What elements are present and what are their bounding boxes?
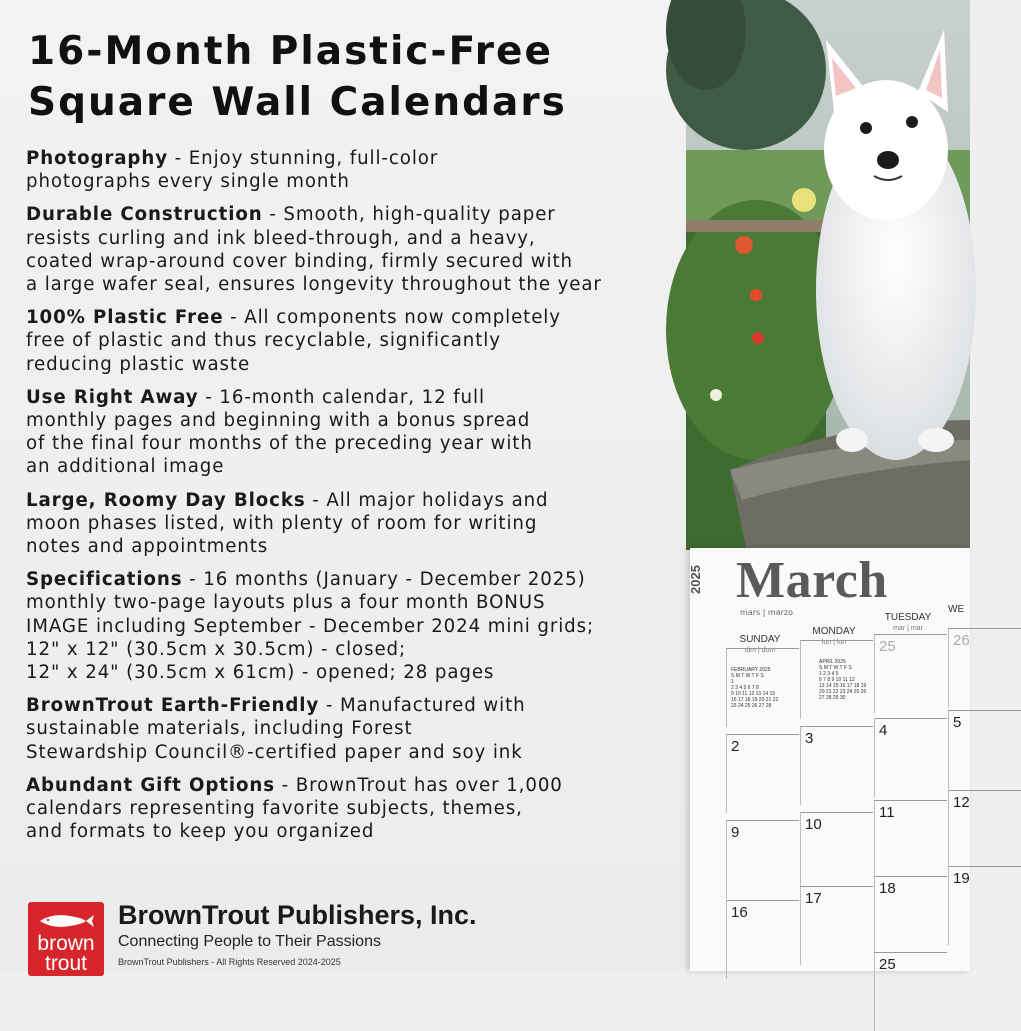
browntrout-logo	[28, 902, 104, 976]
feature-label: BrownTrout Earth-Friendly	[26, 695, 320, 717]
day-number: 18	[879, 880, 896, 897]
title-line-2: Square Wall Calendars	[28, 80, 567, 125]
day-cell	[874, 952, 947, 1031]
day-cell	[726, 648, 799, 727]
feature-label: Photography	[26, 148, 168, 169]
feature-line: notes and appointments	[26, 536, 269, 558]
feature-line: monthly pages and beginning with a bonus spread	[26, 410, 531, 432]
feature-line: 12" x 24" (30.5cm x 61cm) - opened; 28 pages	[26, 662, 495, 684]
feature-label: Durable Construction	[26, 204, 263, 226]
calendar-year: 2025	[688, 565, 703, 594]
day-number: 11	[879, 804, 895, 821]
day-cell	[948, 866, 1021, 945]
title-line-1: 16-Month Plastic-Free	[28, 29, 553, 74]
feature-label: Use Right Away	[26, 386, 199, 408]
day-cell	[874, 718, 947, 797]
feature-line: monthly two-page layouts plus a four month BONUS	[26, 592, 546, 614]
day-number: 3	[805, 730, 814, 747]
feature-line: of the final four months of the preceding year with	[26, 433, 533, 455]
feature-item	[26, 147, 678, 193]
weekday-sunday: SUNDAY dim | dom	[739, 634, 781, 654]
day-number: 12	[953, 794, 970, 811]
mini-calendar-april: APRIL 2025 S M T W T F S 1 2 3 4 5 6 7 8 9 10 11 12 13 14 15 16 17 18 19 20 21 22 23 24 25 26 27 28 29 30	[819, 659, 867, 701]
feature-line: reducing plastic waste	[26, 353, 251, 375]
feature-label: Large, Roomy Day Blocks	[26, 489, 306, 511]
weekday-wednesday: WE	[948, 604, 965, 615]
day-cell	[800, 640, 873, 719]
feature-item	[26, 774, 678, 844]
white-dog-image	[686, 0, 970, 548]
feature-line: Specifications - 16 months (January - December 2025)	[26, 569, 586, 591]
feature-line: Stewardship Council®-certified paper and soy ink	[26, 741, 523, 763]
day-number: 17	[805, 890, 822, 907]
day-number: 26	[953, 632, 970, 649]
day-number: 5	[953, 714, 962, 731]
feature-item	[26, 203, 678, 296]
feature-line: 12" x 12" (30.5cm x 30.5cm) - closed;	[26, 638, 407, 660]
publisher-rights: BrownTrout Publishers - All Rights Reserved 2024-2025	[118, 957, 341, 967]
feature-line: resists curling and ink bleed-through, and a heavy,	[26, 227, 536, 249]
feature-line: 100% Plastic Free - All components now completely	[26, 307, 561, 329]
day-cell	[948, 628, 1021, 707]
day-cell	[800, 812, 873, 891]
day-cell	[874, 634, 947, 713]
feature-line: sustainable materials, including Forest	[26, 718, 413, 740]
feature-item	[26, 568, 678, 684]
day-cell	[874, 876, 947, 955]
day-number: 4	[879, 722, 888, 739]
feature-line: moon phases listed, with plenty of room for writing	[26, 512, 538, 534]
calendar-month: March	[736, 552, 888, 609]
day-cell	[874, 800, 947, 879]
feature-label: 100% Plastic Free	[26, 307, 224, 329]
day-number: 25	[879, 956, 896, 973]
day-cell	[800, 726, 873, 805]
calendar-page-preview	[690, 548, 970, 971]
day-cell	[726, 820, 799, 899]
day-cell	[948, 710, 1021, 789]
mini-calendar-february: FEBRUARY 2025 S M T W T F S 1 2 3 4 5 6 7 8 9 10 11 12 13 14 15 16 17 18 19 20 21 22 23 24 25 26 27 28	[731, 667, 779, 709]
feature-line: Durable Construction - Smooth, high-quality paper	[26, 204, 556, 226]
weekday-monday: MONDAY lun | lun	[812, 626, 856, 646]
feature-line: Large, Roomy Day Blocks - All major holidays and	[26, 489, 549, 511]
feature-item	[26, 694, 678, 764]
feature-item	[26, 489, 678, 559]
feature-item	[26, 386, 678, 479]
feature-list	[26, 147, 678, 853]
day-cell	[800, 886, 873, 965]
feature-label: Abundant Gift Options	[26, 774, 275, 796]
feature-label: Specifications	[26, 569, 183, 591]
day-number: 16	[731, 904, 748, 921]
day-number: 9	[731, 824, 740, 841]
publisher-name: BrownTrout Publishers, Inc.	[118, 900, 477, 930]
logo-text-brown: brown	[37, 932, 95, 955]
day-number: 19	[953, 870, 970, 887]
trout-fish-icon	[38, 912, 94, 930]
dog-photo	[686, 0, 970, 548]
feature-line: and formats to keep you organized	[26, 821, 375, 843]
day-number: 10	[805, 816, 822, 833]
feature-line: BrownTrout Earth-Friendly - Manufactured with	[26, 695, 526, 717]
logo-text-trout: trout	[44, 952, 88, 975]
feature-line: free of plastic and thus recyclable, significantly	[26, 330, 501, 352]
publisher-tagline: Connecting People to Their Passions	[118, 933, 381, 950]
feature-line: a large wafer seal, ensures longevity throughout the year	[26, 274, 602, 296]
feature-line: Abundant Gift Options - BrownTrout has over 1,000	[26, 774, 563, 796]
calendar-month-translation: mars | marzo	[740, 608, 794, 617]
day-cell	[726, 900, 799, 979]
feature-line: calendars representing favorite subjects, themes,	[26, 798, 523, 820]
weekday-tuesday: TUESDAY mar | mar	[884, 612, 932, 632]
day-cell	[726, 734, 799, 813]
feature-item	[26, 306, 678, 376]
feature-line: coated wrap-around cover binding, firmly secured with	[26, 250, 573, 272]
feature-line: IMAGE including September - December 2024 mini grids;	[26, 615, 595, 637]
page-title	[28, 26, 567, 128]
day-number: 2	[731, 738, 740, 755]
feature-line: Photography - Enjoy stunning, full-color	[26, 148, 439, 169]
feature-line: an additional image	[26, 456, 225, 478]
publisher-block	[28, 900, 678, 975]
feature-line: Use Right Away - 16-month calendar, 12 full	[26, 386, 485, 408]
day-cell	[948, 790, 1021, 869]
feature-line: photographs every single month	[26, 171, 350, 193]
day-number: 25	[879, 638, 896, 655]
